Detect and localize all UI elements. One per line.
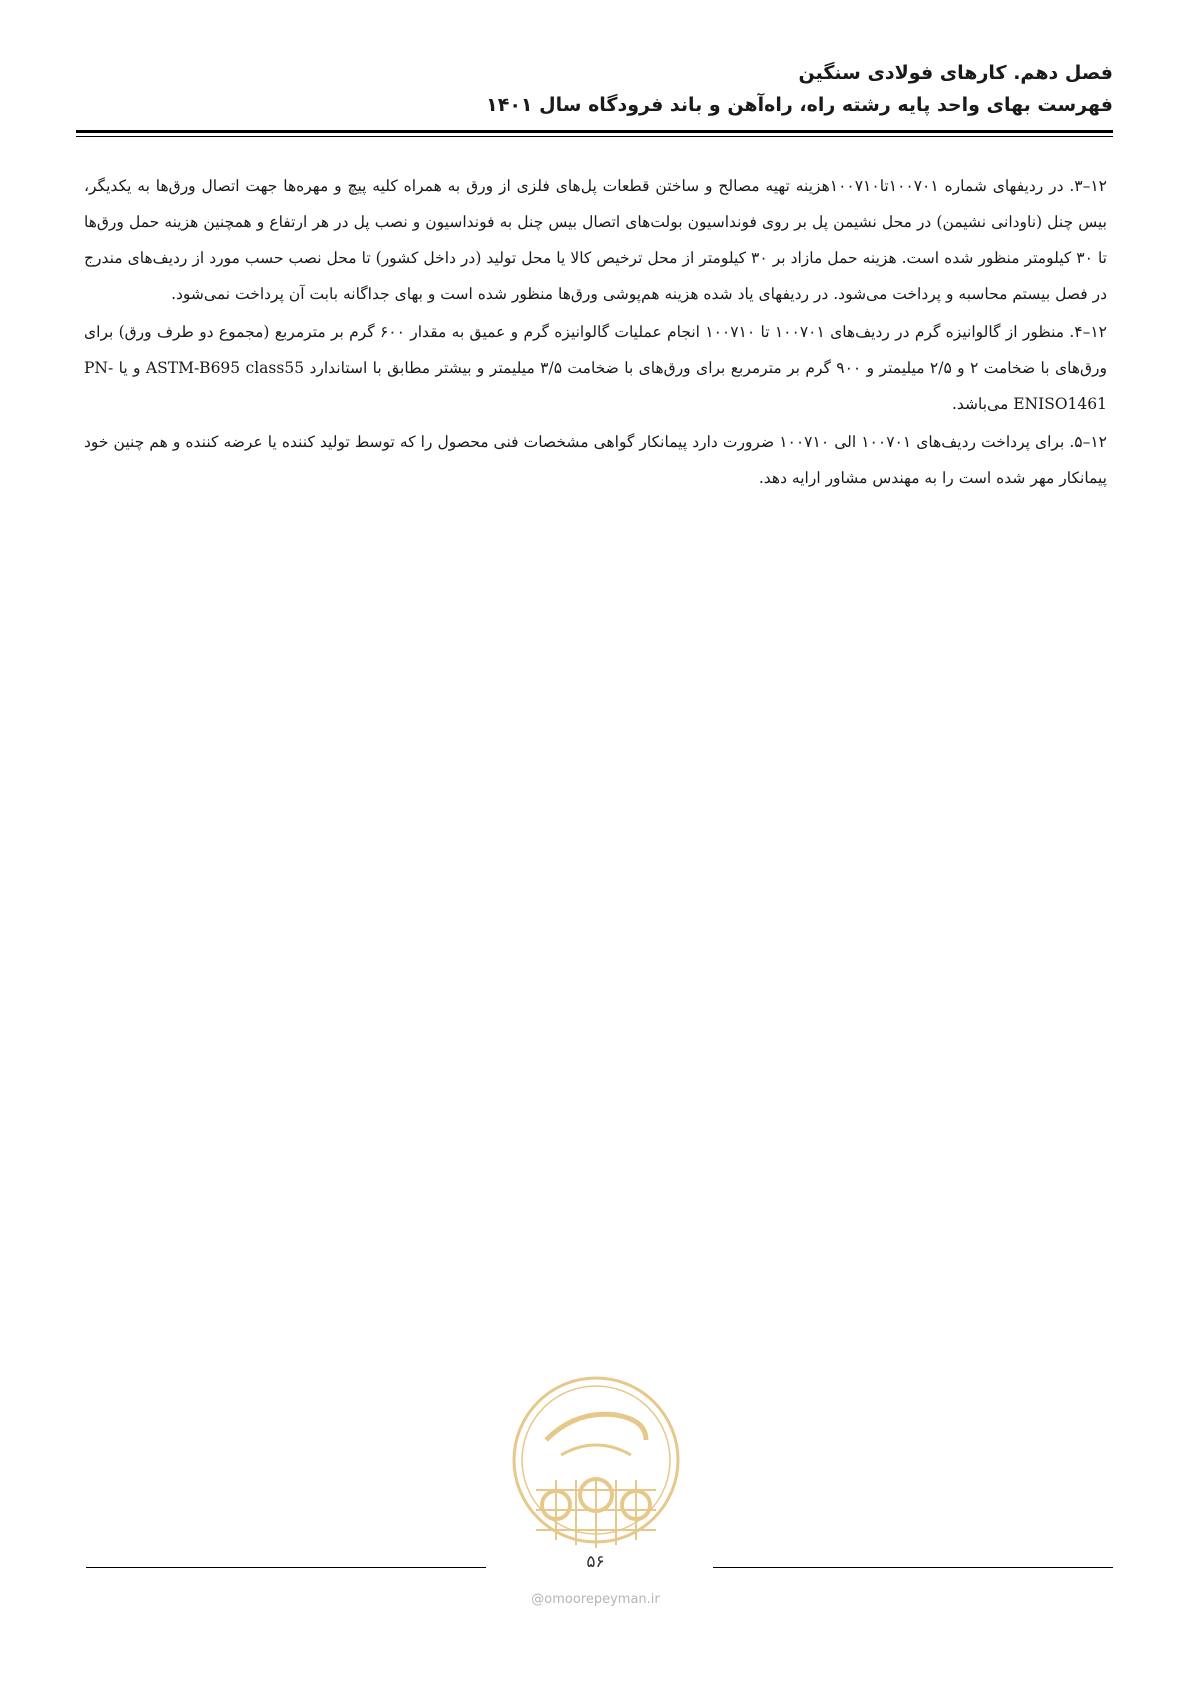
chapter-title: فصل دهم. کارهای فولادی سنگین xyxy=(798,62,1113,84)
body-text xyxy=(84,168,1107,496)
watermark-logo xyxy=(506,1370,686,1560)
header-rule-thick xyxy=(76,130,1113,133)
header-rule-thin xyxy=(76,136,1113,137)
paragraph-12-5: ۱۲–۵. برای پرداخت ردیف‌های ۱۰۰۷۰۱ الی ۱۰۰۷۱۰ ضرورت دارد پیمانکار گواهی مشخصات فنی محصول را که توسط تولید کننده یا عرضه کننده و هم چنین خود پیمانکار مهر شده است را به مهندس مشاور ارایه دهد. xyxy=(84,433,1108,487)
paragraph-12-4: ۱۲–۴. منظور از گالوانیزه گرم در ردیف‌های ۱۰۰۷۰۱ تا ۱۰۰۷۱۰ انجام عملیات گالوانیزه گرم و عمیق به مقدار ۶۰۰ گرم بر مترمربع (مجموع دو طرف ورق) برای ورق‌های با ضخامت ۲ و ۲/۵ میلیمتر و ۹۰۰ گرم بر مترمربع برای ورق‌های با ضخامت ۳/۵ میلیمتر و بیشتر مطابق با استاندارد ASTM-B695 class55 و یا PN-ENISO1461 می‌باشد. xyxy=(84,323,1108,413)
paragraph-12-3: ۱۲–۳. در ردیفهای شماره ۱۰۰۷۰۱تا۱۰۰۷۱۰هزینه تهیه مصالح و ساختن قطعات پل‌های فلزی از ورق به همراه کلیه پیچ و مهره‌ها جهت اتصال ورق‌ها به یکدیگر، بیس چنل (ناودانی نشیمن) در محل نشیمن پل بر روی فونداسیون بولت‌های اتصال بیس چنل به فونداسیون و نصب پل در هر ارتفاع و همچنین هزینه حمل ورق‌ها تا ۳۰ کیلومتر منظور شده است. هزینه حمل مازاد بر ۳۰ کیلومتر از محل ترخیص کالا یا محل تولید (در داخل کشور) تا محل نصب حسب مورد از ردیف‌های مندرج در فصل بیستم محاسبه و پرداخت می‌شود. در ردیفهای یاد شده هزینه هم‌پوشی ورق‌ها منظور شده است و بهای جداگانه بابت آن پرداخت نمی‌شود. xyxy=(84,177,1107,303)
footer-website: @omoorepeyman.ir xyxy=(531,1592,660,1607)
page-header xyxy=(78,58,1113,122)
footer-rule-left xyxy=(86,1567,486,1568)
document-subtitle: فهرست بهای واحد پایه رشته راه، راه‌آهن و باند فرودگاه سال ۱۴۰۱ xyxy=(486,94,1113,116)
page-number: ۵۶ xyxy=(586,1552,605,1572)
footer-rule-right xyxy=(713,1567,1113,1568)
